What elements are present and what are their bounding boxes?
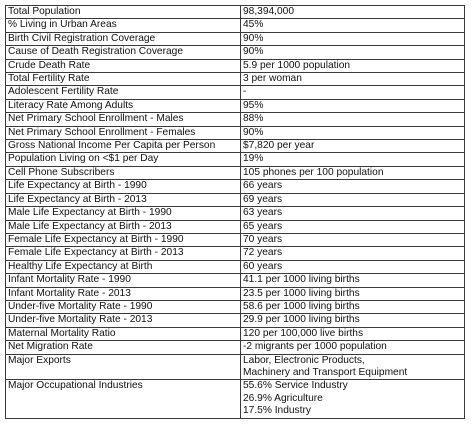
table-row xyxy=(6,233,465,246)
table-row xyxy=(6,193,465,206)
row-label: Maternal Mortality Ratio xyxy=(6,327,241,340)
row-value: 105 phones per 100 population xyxy=(241,166,465,179)
table-row xyxy=(6,73,465,86)
row-value: 90% xyxy=(241,46,465,59)
table-row xyxy=(6,247,465,260)
row-label: Life Expectancy at Birth - 2013 xyxy=(6,193,241,206)
table-row xyxy=(6,180,465,193)
row-label: Crude Death Rate xyxy=(6,59,241,72)
row-value: - xyxy=(241,86,465,99)
industries-line: 17.5% Industry xyxy=(243,405,311,417)
row-label: Female Life Expectancy at Birth - 1990 xyxy=(6,233,241,246)
row-label: Net Primary School Enrollment - Males xyxy=(6,113,241,126)
statistics-table xyxy=(5,5,465,419)
row-label: Total Fertility Rate xyxy=(6,73,241,86)
table-row xyxy=(6,153,465,166)
table-row xyxy=(6,341,465,354)
row-label: Male Life Expectancy at Birth - 1990 xyxy=(6,207,241,220)
row-value: 63 years xyxy=(241,207,465,220)
table-row xyxy=(6,260,465,273)
row-value: 29.9 per 1000 living births xyxy=(241,314,465,327)
row-value: 3 per woman xyxy=(241,73,465,86)
row-value: 88% xyxy=(241,113,465,126)
row-value: 45% xyxy=(241,19,465,32)
statistics-sheet xyxy=(5,5,465,419)
table-row xyxy=(6,300,465,313)
table-row xyxy=(6,113,465,126)
row-value: 120 per 100,000 live births xyxy=(241,327,465,340)
row-value: 41.1 per 1000 living births xyxy=(241,274,465,287)
row-value: 65 years xyxy=(241,220,465,233)
row-value: 70 years xyxy=(241,233,465,246)
row-label: Life Expectancy at Birth - 1990 xyxy=(6,180,241,193)
table-row xyxy=(6,220,465,233)
table-row xyxy=(6,46,465,59)
row-label: Net Primary School Enrollment - Females xyxy=(6,126,241,139)
row-label: Male Life Expectancy at Birth - 2013 xyxy=(6,220,241,233)
table-row xyxy=(6,59,465,72)
row-label: Healthy Life Expectancy at Birth xyxy=(6,260,241,273)
row-label: Infant Mortality Rate - 1990 xyxy=(6,274,241,287)
row-label: Cause of Death Registration Coverage xyxy=(6,46,241,59)
row-label: Adolescent Fertility Rate xyxy=(6,86,241,99)
table-row-exports xyxy=(6,354,465,380)
row-label: Under-five Mortality Rate - 2013 xyxy=(6,314,241,327)
row-label: Literacy Rate Among Adults xyxy=(6,99,241,112)
table-row-industries xyxy=(6,380,465,418)
row-value: 95% xyxy=(241,99,465,112)
table-row xyxy=(6,126,465,139)
table-row xyxy=(6,99,465,112)
table-row xyxy=(6,19,465,32)
row-value: 98,394,000 xyxy=(241,6,465,19)
row-value: 5.9 per 1000 population xyxy=(241,59,465,72)
row-value: 19% xyxy=(241,153,465,166)
row-label: Infant Mortality Rate - 2013 xyxy=(6,287,241,300)
row-value: 58.6 per 1000 living births xyxy=(241,300,465,313)
exports-line: Labor, Electronic Products, xyxy=(243,354,365,366)
row-label: % Living in Urban Areas xyxy=(6,19,241,32)
row-value: 60 years xyxy=(241,260,465,273)
row-value: 69 years xyxy=(241,193,465,206)
row-label: Cell Phone Subscribers xyxy=(6,166,241,179)
exports-value xyxy=(241,354,465,380)
row-label: Net Migration Rate xyxy=(6,341,241,354)
table-row xyxy=(6,207,465,220)
table-row xyxy=(6,327,465,340)
row-value: 72 years xyxy=(241,247,465,260)
industries-line: 55.6% Service Industry xyxy=(243,380,348,392)
exports-line: Machinery and Transport Equipment xyxy=(243,366,408,378)
table-row xyxy=(6,6,465,19)
table-row xyxy=(6,86,465,99)
table-row xyxy=(6,274,465,287)
row-label: Under-five Mortality Rate - 1990 xyxy=(6,300,241,313)
table-row xyxy=(6,314,465,327)
row-value: 23.5 per 1000 living births xyxy=(241,287,465,300)
industries-line: 26.9% Agriculture xyxy=(243,392,323,404)
table-row xyxy=(6,166,465,179)
table-row xyxy=(6,287,465,300)
exports-label: Major Exports xyxy=(6,354,241,380)
row-label: Birth Civil Registration Coverage xyxy=(6,32,241,45)
table-row xyxy=(6,140,465,153)
row-label: Population Living on <$1 per Day xyxy=(6,153,241,166)
row-label: Total Population xyxy=(6,6,241,19)
row-label: Gross National Income Per Capita per Person xyxy=(6,140,241,153)
industries-label: Major Occupational Industries xyxy=(6,380,241,418)
row-value: 90% xyxy=(241,32,465,45)
row-value: $7,820 per year xyxy=(241,140,465,153)
row-value: 66 years xyxy=(241,180,465,193)
row-label: Female Life Expectancy at Birth - 2013 xyxy=(6,247,241,260)
row-value: -2 migrants per 1000 population xyxy=(241,341,465,354)
table-row xyxy=(6,32,465,45)
row-value: 90% xyxy=(241,126,465,139)
industries-value xyxy=(241,380,465,418)
